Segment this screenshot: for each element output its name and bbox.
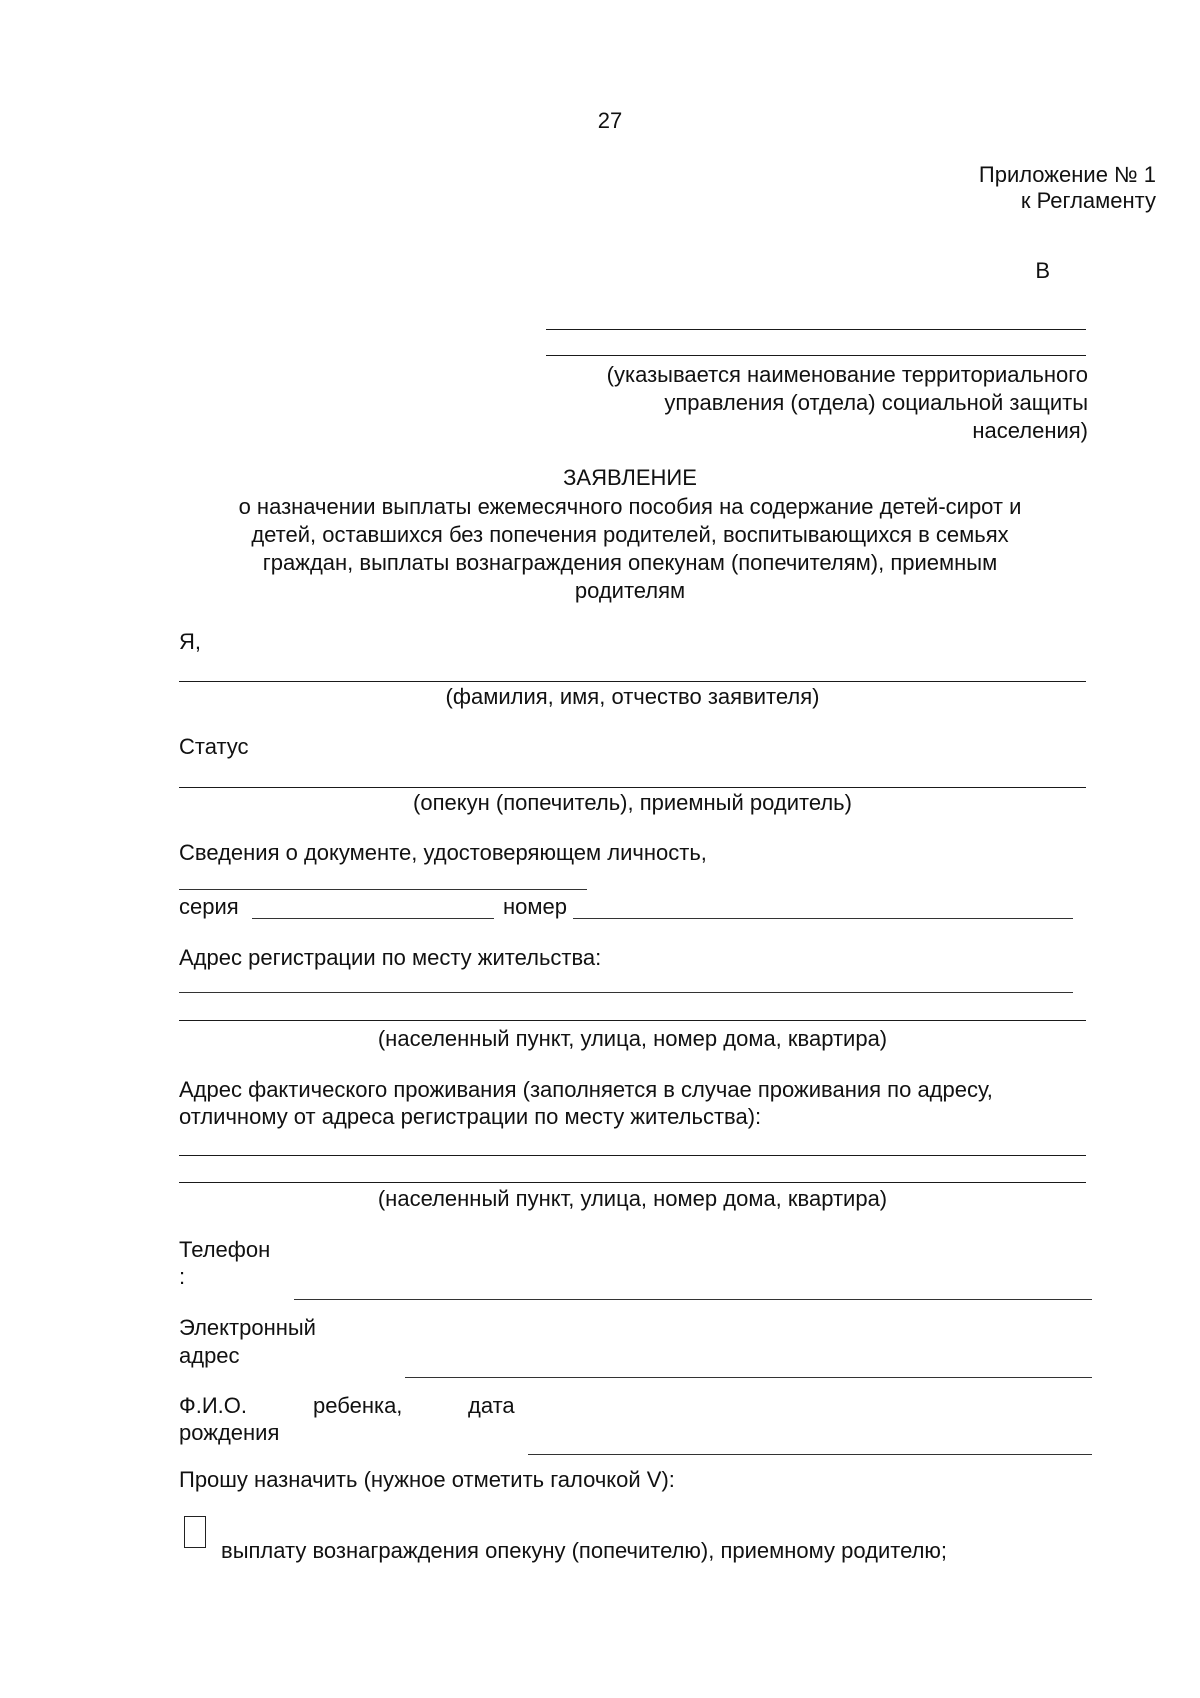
number-field[interactable]	[573, 918, 1073, 919]
phone-label-line-1: Телефон	[179, 1237, 271, 1262]
email-label-line-2: адрес	[179, 1343, 240, 1368]
email-field[interactable]	[405, 1377, 1092, 1378]
addressee-hint-line-2: управления (отдела) социальной защиты	[664, 390, 1088, 415]
child-label-word-2: ребенка,	[313, 1393, 403, 1418]
addressee-field-line-1[interactable]	[546, 329, 1086, 330]
id-document-label: Сведения о документе, удостоверяющем личность,	[179, 840, 707, 865]
applicant-prefix: Я,	[179, 629, 201, 654]
subtitle-line-1: о назначении выплаты ежемесячного пособия на содержание детей-сирот и	[238, 494, 1022, 519]
child-label-line-2: рождения	[179, 1420, 280, 1445]
appendix-line-2: к Регламенту	[1020, 188, 1156, 213]
addressee-hint-line-3: населения)	[972, 418, 1088, 443]
email-label-line-1: Электронный	[179, 1315, 316, 1340]
actual-address-label-line-2: отличному от адреса регистрации по месту жительства):	[179, 1104, 762, 1129]
registration-address-label: Адрес регистрации по месту жительства:	[179, 945, 602, 970]
phone-field[interactable]	[294, 1299, 1092, 1300]
addressee-hint-line-1: (указывается наименование территориального	[606, 362, 1088, 387]
applicant-hint: (фамилия, имя, отчество заявителя)	[445, 684, 820, 709]
id-document-field[interactable]	[179, 889, 587, 890]
option-guardian-reward[interactable]	[179, 1516, 1079, 1563]
phone-label-line-2: :	[179, 1264, 186, 1289]
series-field[interactable]	[252, 918, 494, 919]
child-field[interactable]	[528, 1454, 1092, 1455]
addressee-field-line-2[interactable]	[546, 355, 1086, 356]
child-label-word-3: дата	[468, 1393, 515, 1418]
status-label: Статус	[179, 734, 249, 759]
registration-address-field-1[interactable]	[179, 992, 1073, 993]
subtitle-line-3: граждан, выплаты вознаграждения опекунам (попечителям), приемным	[262, 550, 998, 575]
status-field[interactable]	[179, 787, 1086, 788]
option-checkbox[interactable]	[184, 1516, 206, 1548]
page-number: 27	[597, 108, 623, 133]
subtitle-line-4: родителям	[574, 578, 686, 603]
actual-address-hint: (населенный пункт, улица, номер дома, квартира)	[377, 1186, 888, 1211]
actual-address-field-1[interactable]	[179, 1155, 1086, 1156]
document-title: ЗАЯВЛЕНИЕ	[563, 465, 697, 490]
addressee-prefix: В	[1035, 258, 1050, 283]
subtitle-line-2: детей, оставшихся без попечения родителей, воспитывающихся в семьях	[251, 522, 1009, 547]
appendix-line-1: Приложение № 1	[978, 162, 1156, 187]
series-label: серия	[179, 894, 239, 919]
number-label: номер	[503, 894, 567, 919]
actual-address-field-2[interactable]	[179, 1182, 1086, 1183]
applicant-name-field[interactable]	[179, 681, 1086, 682]
actual-address-label-line-1: Адрес фактического проживания (заполняется в случае проживания по адресу,	[179, 1077, 993, 1102]
child-label-word-1: Ф.И.О.	[179, 1393, 247, 1418]
registration-address-hint: (населенный пункт, улица, номер дома, квартира)	[377, 1026, 888, 1051]
registration-address-field-2[interactable]	[179, 1020, 1086, 1021]
status-hint: (опекун (попечитель), приемный родитель)	[413, 790, 852, 815]
option-label: выплату вознаграждения опекуну (попечителю), приемному родителю;	[221, 1538, 948, 1563]
request-label: Прошу назначить (нужное отметить галочкой V):	[179, 1467, 675, 1492]
